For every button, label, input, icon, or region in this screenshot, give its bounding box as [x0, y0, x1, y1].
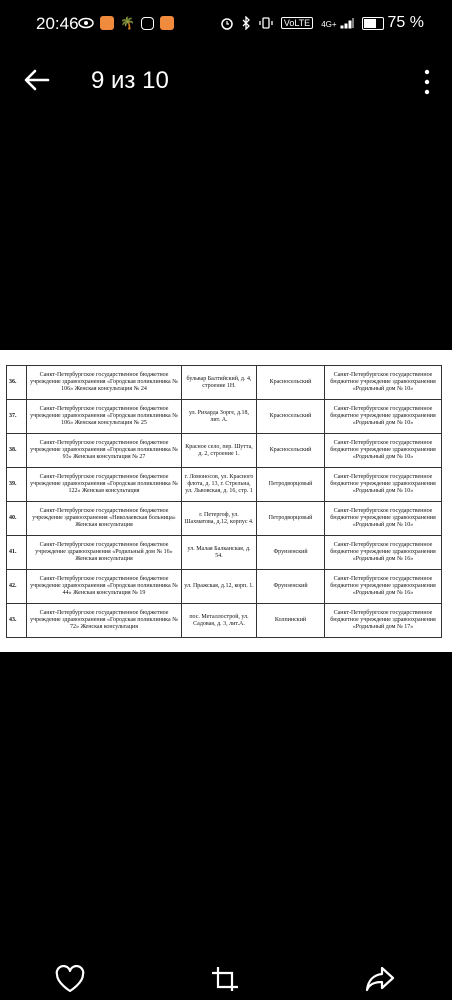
viewer-header [0, 55, 452, 107]
row-number: 40. [7, 502, 27, 536]
clinics-table [6, 365, 442, 638]
network-type: 4G+ [321, 17, 353, 29]
clinic-name: Санкт-Петербургское государственное бюджетное учреждение здравоохранения «Городская поликлиника № 106» Женская консультация № 25 [27, 400, 182, 434]
clinic-address: ул. Пражская, д.12, корп. 1. [182, 570, 257, 604]
maternity-hospital: Санкт-Петербургское государственное бюджетное учреждение здравоохранения «Родильный дом № 16» [325, 536, 442, 570]
table-row [7, 366, 442, 400]
clinic-address: бульвар Балтийский, д. 4, строение 1Н. [182, 366, 257, 400]
signal-icon [340, 17, 354, 29]
instagram-icon [141, 17, 154, 30]
row-number: 41. [7, 536, 27, 570]
clinic-district: Колпинский [257, 604, 325, 638]
bluetooth-icon [242, 16, 251, 30]
row-number: 38. [7, 434, 27, 468]
share-icon[interactable] [364, 965, 396, 993]
table-row [7, 502, 442, 536]
status-bar [0, 0, 452, 50]
clinic-district: Красносельский [257, 366, 325, 400]
system-icons [220, 14, 424, 32]
page-indicator: 9 из 10 [91, 67, 169, 94]
clinic-district: Фрунзенский [257, 570, 325, 604]
row-number: 36. [7, 366, 27, 400]
clinic-name: Санкт-Петербургское государственное бюджетное учреждение здравоохранения «Городская поликлиника № 93» Женская консультация № 27 [27, 434, 182, 468]
arrow-left-icon[interactable] [22, 65, 52, 95]
maternity-hospital: Санкт-Петербургское государственное бюджетное учреждение здравоохранения «Родильный дом № 17» [325, 604, 442, 638]
maternity-hospital: Санкт-Петербургское государственное бюджетное учреждение здравоохранения «Родильный дом № 10» [325, 434, 442, 468]
status-time: 20:46 [36, 14, 79, 33]
battery-percent: 75 % [387, 14, 424, 31]
maternity-hospital: Санкт-Петербургское государственное бюджетное учреждение здравоохранения «Родильный дом № 16» [325, 570, 442, 604]
table-row [7, 536, 442, 570]
clinic-address: Красное село, пер. Шутта, д. 2, строение 1. [182, 434, 257, 468]
clinic-address: пос. Металлострой, ул. Садовая, д. 3, лит.А. [182, 604, 257, 638]
maternity-hospital: Санкт-Петербургское государственное бюджетное учреждение здравоохранения «Родильный дом № 10» [325, 400, 442, 434]
table-row [7, 604, 442, 638]
clinic-address: г. Петергоф, ул. Шахматова, д.12, корпус 4. [182, 502, 257, 536]
clinic-name: Санкт-Петербургское государственное бюджетное учреждение здравоохранения «Городская поликлиника № 122» Женская консультация [27, 468, 182, 502]
clinic-name: Санкт-Петербургское государственное бюджетное учреждение здравоохранения «Родильный дом № 16» Женская консультация [27, 536, 182, 570]
more-vertical-icon[interactable] [422, 69, 432, 95]
table-row [7, 468, 442, 502]
row-number: 37. [7, 400, 27, 434]
row-number: 42. [7, 570, 27, 604]
clinic-name: Санкт-Петербургское государственное бюджетное учреждение здравоохранения «Городская поликлиника № 72» Женская консультация [27, 604, 182, 638]
alarm-icon [220, 16, 234, 30]
clinic-district: Петродворцовый [257, 502, 325, 536]
document-image[interactable] [0, 350, 452, 652]
clinic-district: Петродворцовый [257, 468, 325, 502]
maternity-hospital: Санкт-Петербургское государственное бюджетное учреждение здравоохранения «Родильный дом № 10» [325, 366, 442, 400]
vibrate-icon [259, 16, 273, 30]
clinic-district: Фрунзенский [257, 536, 325, 570]
clinic-name: Санкт-Петербургское государственное бюджетное учреждение здравоохранения «Городская поликлиника № 44» Женская консультация № 19 [27, 570, 182, 604]
app-notification-icon-2 [160, 16, 174, 30]
bottom-action-bar [0, 945, 452, 995]
battery-icon [362, 17, 384, 30]
clinic-district: Красносельский [257, 400, 325, 434]
eye-icon [78, 17, 94, 29]
heart-icon[interactable] [54, 965, 86, 993]
clinic-address: ул. Рихарда Зорге, д.18, лит. А. [182, 400, 257, 434]
app-notification-icon [100, 16, 114, 30]
clinic-address: ул. Малая Балканская, д. 54. [182, 536, 257, 570]
notification-icons [78, 16, 174, 30]
row-number: 43. [7, 604, 27, 638]
maternity-hospital: Санкт-Петербургское государственное бюджетное учреждение здравоохранения «Родильный дом № 10» [325, 468, 442, 502]
palm-tree-icon: 🌴 [120, 16, 135, 30]
table-row [7, 400, 442, 434]
clinic-address: г. Ломоносов, ул. Красного флота, д. 13, г. Стрельна, ул. Львовская, д. 16, стр. 1 [182, 468, 257, 502]
volte-badge: VoLTE [281, 17, 313, 29]
clinic-name: Санкт-Петербургское государственное бюджетное учреждение здравоохранения «Николаевская больница» Женская консультация [27, 502, 182, 536]
battery-indicator [362, 14, 424, 32]
row-number: 39. [7, 468, 27, 502]
crop-icon[interactable] [210, 965, 242, 993]
table-row [7, 434, 442, 468]
maternity-hospital: Санкт-Петербургское государственное бюджетное учреждение здравоохранения «Родильный дом № 10» [325, 502, 442, 536]
clinic-district: Красносельский [257, 434, 325, 468]
clinic-name: Санкт-Петербургское государственное бюджетное учреждение здравоохранения «Городская поликлиника № 106» Женская консультация № 24 [27, 366, 182, 400]
table-row [7, 570, 442, 604]
